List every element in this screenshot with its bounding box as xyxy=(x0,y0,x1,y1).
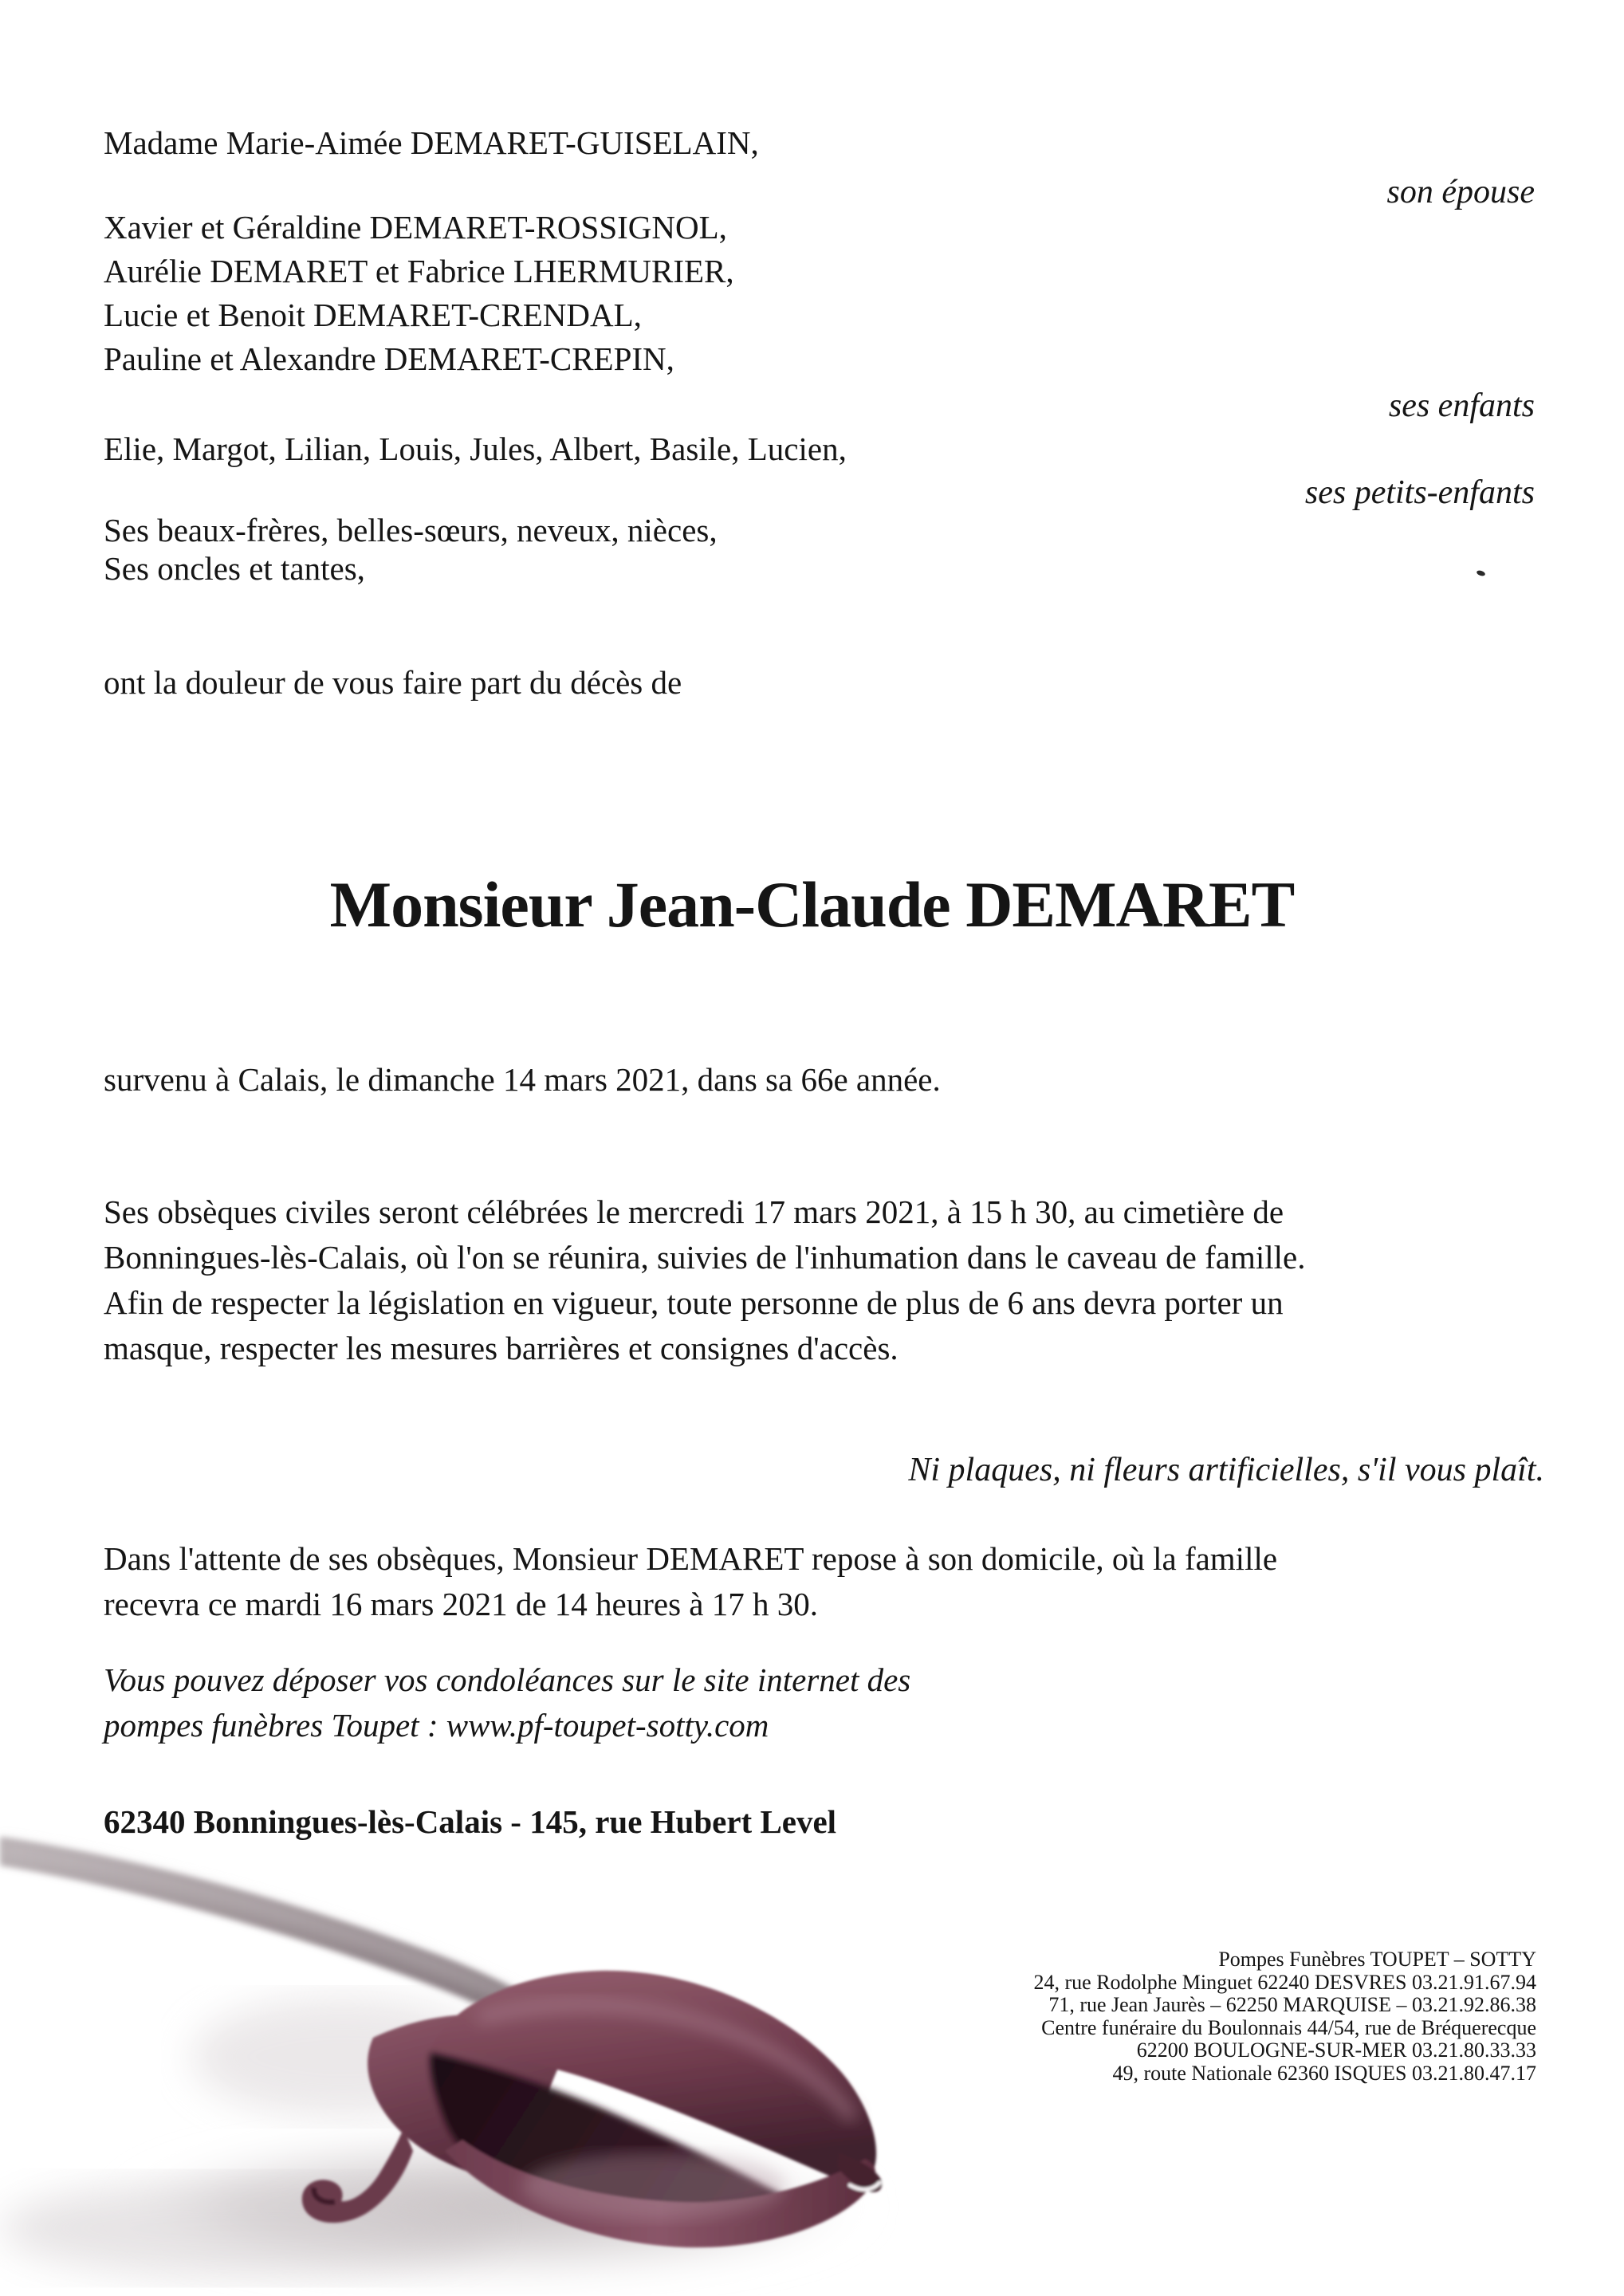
spouse-line: Madame Marie-Aimée DEMARET-GUISELAIN, xyxy=(104,124,759,161)
condolences-line: Vous pouvez déposer vos condoléances sur le site internet des xyxy=(104,1661,911,1698)
spouse-label: son épouse xyxy=(1386,174,1535,210)
funeral-home-line: 49, route Nationale 62360 ISQUES 03.21.80.47.17 xyxy=(1112,2061,1536,2085)
child-line: Pauline et Alexandre DEMARET-CREPIN, xyxy=(104,340,674,377)
death-details-line: survenu à Calais, le dimanche 14 mars 2021, dans sa 66e année. xyxy=(104,1061,941,1098)
funeral-home-line: 24, rue Rodolphe Minguet 62240 DESVRES 03.21.91.67.94 xyxy=(1033,1970,1536,1994)
relatives-line: Ses oncles et tantes, xyxy=(104,550,365,587)
ceremony-line: masque, respecter les mesures barrières et consignes d'accès. xyxy=(104,1330,899,1366)
children-label: ses enfants xyxy=(1388,387,1535,424)
wake-line: Dans l'attente de ses obsèques, Monsieur DEMARET repose à son domicile, où la famille xyxy=(104,1540,1278,1577)
lower-petal-sheen xyxy=(522,2152,785,2219)
scan-ink-speck xyxy=(1476,569,1485,576)
home-address-line: 62340 Bonningues-lès-Calais - 145, rue Hubert Level xyxy=(104,1803,837,1840)
no-flowers-note: Ni plaques, ni fleurs artificielles, s'il vous plaît. xyxy=(908,1452,1544,1488)
calla-lily-photo xyxy=(0,1810,1005,2296)
relatives-list xyxy=(104,511,718,588)
wake-paragraph xyxy=(104,1536,1277,1627)
children-list xyxy=(104,206,734,381)
funeral-home-block xyxy=(1034,1948,1537,2085)
deceased-name-title: Monsieur Jean-Claude DEMARET xyxy=(329,868,1295,941)
ceremony-line: Afin de respecter la législation en vigueur, toute personne de plus de 6 ans devra porter un xyxy=(104,1284,1284,1321)
funeral-home-name: Pompes Funèbres TOUPET – SOTTY xyxy=(1218,1948,1536,1971)
child-line: Xavier et Géraldine DEMARET-ROSSIGNOL, xyxy=(104,209,727,246)
funeral-home-line: 62200 BOULOGNE-SUR-MER 03.21.80.33.33 xyxy=(1136,2038,1536,2062)
child-line: Aurélie DEMARET et Fabrice LHERMURIER, xyxy=(104,253,734,289)
announcement-intro: ont la douleur de vous faire part du décès de xyxy=(104,664,682,701)
condolences-note xyxy=(104,1657,910,1748)
child-line: Lucie et Benoit DEMARET-CRENDAL, xyxy=(104,297,642,333)
funeral-home-line: 71, rue Jean Jaurès – 62250 MARQUISE – 03.21.92.86.38 xyxy=(1048,1993,1536,2016)
ceremony-line: Ses obsèques civiles seront célébrées le mercredi 17 mars 2021, à 15 h 30, au cimetière de xyxy=(104,1193,1284,1230)
grandchildren-label: ses petits-enfants xyxy=(1304,474,1535,511)
relatives-line: Ses beaux-frères, belles-sœurs, neveux, nièces, xyxy=(104,512,718,548)
flower-shadow-left xyxy=(0,2179,494,2278)
grandchildren-line: Elie, Margot, Lilian, Louis, Jules, Albert, Basile, Lucien, xyxy=(104,431,847,467)
ceremony-paragraph xyxy=(104,1189,1305,1371)
condolences-line website-line: pompes funèbres Toupet : www.pf-toupet-sotty.com xyxy=(104,1707,769,1744)
funeral-home-line: Centre funéraire du Boulonnais 44/54, rue de Bréquerecque xyxy=(1041,2015,1536,2039)
wake-line: recevra ce mardi 16 mars 2021 de 14 heures à 17 h 30. xyxy=(104,1586,818,1622)
ceremony-line: Bonningues-lès-Calais, où l'on se réunira, suivies de l'inhumation dans le caveau de famille. xyxy=(104,1239,1306,1276)
